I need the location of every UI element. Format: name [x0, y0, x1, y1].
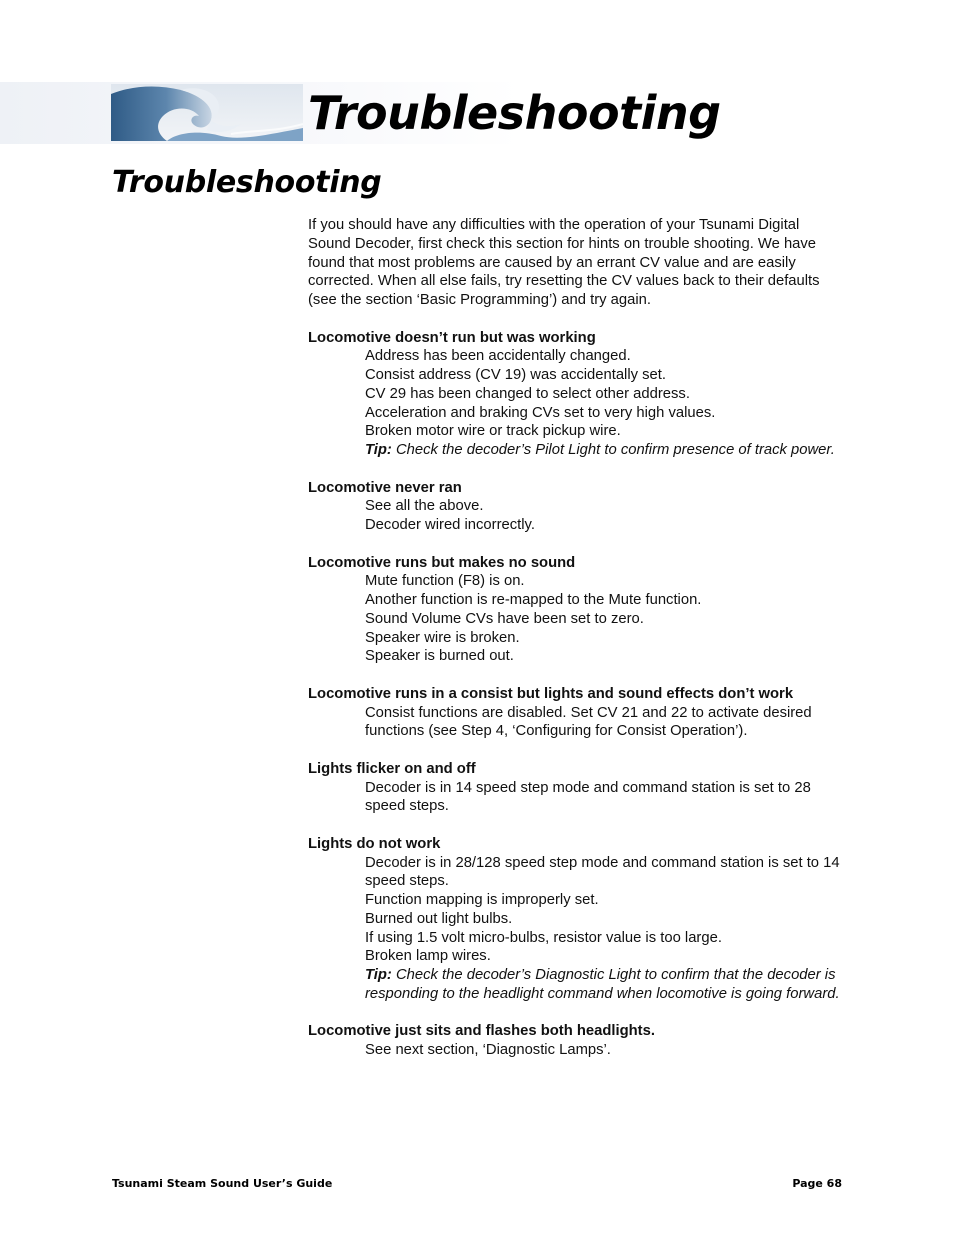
tip-text: Check the decoder’s Pilot Light to confirm presence of track power.	[395, 442, 835, 458]
tip-label: Tip:	[365, 967, 392, 983]
tip-label: Tip:	[365, 442, 392, 458]
troubleshooting-group	[308, 685, 843, 741]
chapter-title: Troubleshooting	[308, 86, 721, 140]
wave-logo-image	[111, 84, 303, 141]
group-item: Another function is re-mapped to the Mute function.	[365, 592, 702, 608]
group-item: If using 1.5 volt micro-bulbs, resistor value is too large.	[365, 929, 722, 946]
group-heading: Locomotive runs but makes no sound	[308, 554, 576, 571]
group-heading: Locomotive just sits and flashes both headlights.	[308, 1023, 655, 1040]
group-item: Decoder is in 28/128 speed step mode and command station is set to 14 speed steps.	[365, 854, 840, 890]
group-item: Mute function (F8) is on.	[365, 573, 525, 590]
group-item: Burned out light bulbs.	[365, 910, 513, 927]
troubleshooting-group	[308, 479, 843, 535]
troubleshooting-group	[308, 1022, 843, 1060]
troubleshooting-group	[308, 329, 843, 460]
group-heading: Lights flicker on and off	[308, 760, 476, 777]
group-item: Broken motor wire or track pickup wire.	[365, 423, 621, 440]
troubleshooting-group	[308, 760, 843, 816]
group-heading: Locomotive never ran	[308, 479, 462, 496]
footer-guide-title: Tsunami Steam Sound User’s Guide	[112, 1177, 333, 1190]
group-heading: Locomotive doesn’t run but was working	[308, 329, 596, 346]
tip-note	[365, 966, 843, 1004]
group-item: Consist functions are disabled. Set CV 21 and 22 to activate desired functions (see Step 4, ‘Configuring for Consist Operation’).	[365, 704, 812, 740]
group-item: See all the above.	[365, 498, 484, 515]
group-item: Acceleration and braking CVs set to very high values.	[365, 404, 716, 421]
group-item: See next section, ‘Diagnostic Lamps’.	[365, 1042, 611, 1058]
group-item: Speaker is burned out.	[365, 648, 514, 665]
tip-note	[365, 441, 843, 460]
troubleshooting-group	[308, 835, 843, 1004]
group-item: Broken lamp wires.	[365, 948, 491, 965]
intro-paragraph: If you should have any difficulties with the operation of your Tsunami Digital Sound Decoder, first check this section for hints on trouble shooting. We have found that most problems are caused by an errant CV value and are easily corrected. When all else fails, try resetting the CV values back to their defaults (see the section ‘Basic Programming’) and try again.	[308, 217, 820, 308]
group-item: Speaker wire is broken.	[365, 629, 520, 646]
group-item: Consist address (CV 19) was accidentally set.	[365, 367, 666, 383]
group-item: Address has been accidentally changed.	[365, 348, 631, 365]
group-item: Decoder wired incorrectly.	[365, 517, 535, 533]
group-item: CV 29 has been changed to select other address.	[365, 385, 690, 402]
group-item: Sound Volume CVs have been set to zero.	[365, 610, 644, 627]
group-item: Decoder is in 14 speed step mode and command station is set to 28 speed steps.	[365, 779, 811, 815]
troubleshooting-list	[308, 329, 843, 1060]
group-heading: Locomotive runs in a consist but lights and sound effects don’t work	[308, 685, 794, 702]
tip-text: Check the decoder’s Diagnostic Light to confirm that the decoder is responding to the headlight command when locomotive is going forward.	[365, 967, 840, 1002]
troubleshooting-content	[308, 216, 843, 1079]
group-item: Function mapping is improperly set.	[365, 892, 599, 908]
footer-page-number: Page 68	[792, 1177, 842, 1190]
troubleshooting-group	[308, 554, 843, 667]
group-heading: Lights do not work	[308, 835, 441, 852]
section-title: Troubleshooting	[112, 165, 382, 200]
